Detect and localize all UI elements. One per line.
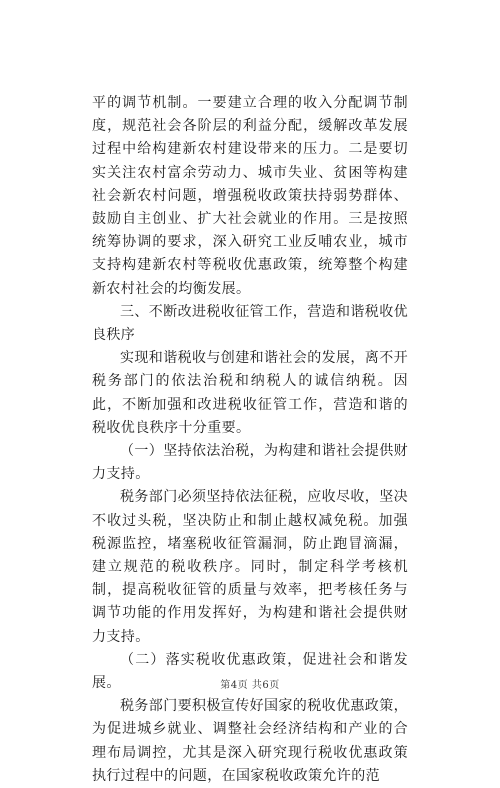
paragraph-body: 实现和谐税收与创建和谐社会的发展，离不开税务部门的依法治税和纳税人的诚信纳税。因此，不断加强和改进税收征管工作，营造和谐的税收优良秩序十分重要。	[92, 350, 408, 436]
paragraph-continuation: 平的调节机制。一要建立合理的收入分配调节制度，规范社会各阶层的利益分配，缓解改革发展过程中给构建新农村建设带来的压力。二是要切实关注农村富余劳动力、城市失业、贫困等构建社会新农村问题，增强税收政策扶持弱势群体、鼓励自主创业、扩大社会就业的作用。三是按照统筹协调的要求，深入研究工业反哺农业，城市支持构建新农村等税收优惠政策，统筹整个构建新农村社会的均衡发展。	[92, 95, 408, 297]
subsection-heading: （一）坚持依法治税，为构建和谐社会提供财力支持。	[92, 443, 408, 483]
paragraph-body: 税务部门必须坚持依法征税，应收尽收，坚决不收过头税，坚决防止和制止越权减免税。加强税源监控，堵塞税收征管漏洞，防止跑冒滴漏，建立规范的税收秩序。同时，制定科学考核机制，提高税收征管的质量与效率，把考核任务与调节功能的作用发挥好，为构建和谐社会提供财力支持。	[92, 489, 408, 645]
page-footer	[0, 676, 500, 691]
subsection-heading: （二）落实税收优惠政策，促进社会和谐发展。	[92, 651, 408, 692]
paragraph-body: 税务部门要积极宣传好国家的税收优惠政策，为促进城乡就业、调整社会经济结构和产业的合理布局调控，尤其是深入研究现行税收优惠政策执行过程中的问题，在国家税收政策允许的范	[92, 698, 408, 784]
page-number: 第4页 共6页	[220, 680, 280, 691]
section-heading: 三、不断改进税收征管工作，营造和谐税收优良秩序	[92, 303, 408, 344]
